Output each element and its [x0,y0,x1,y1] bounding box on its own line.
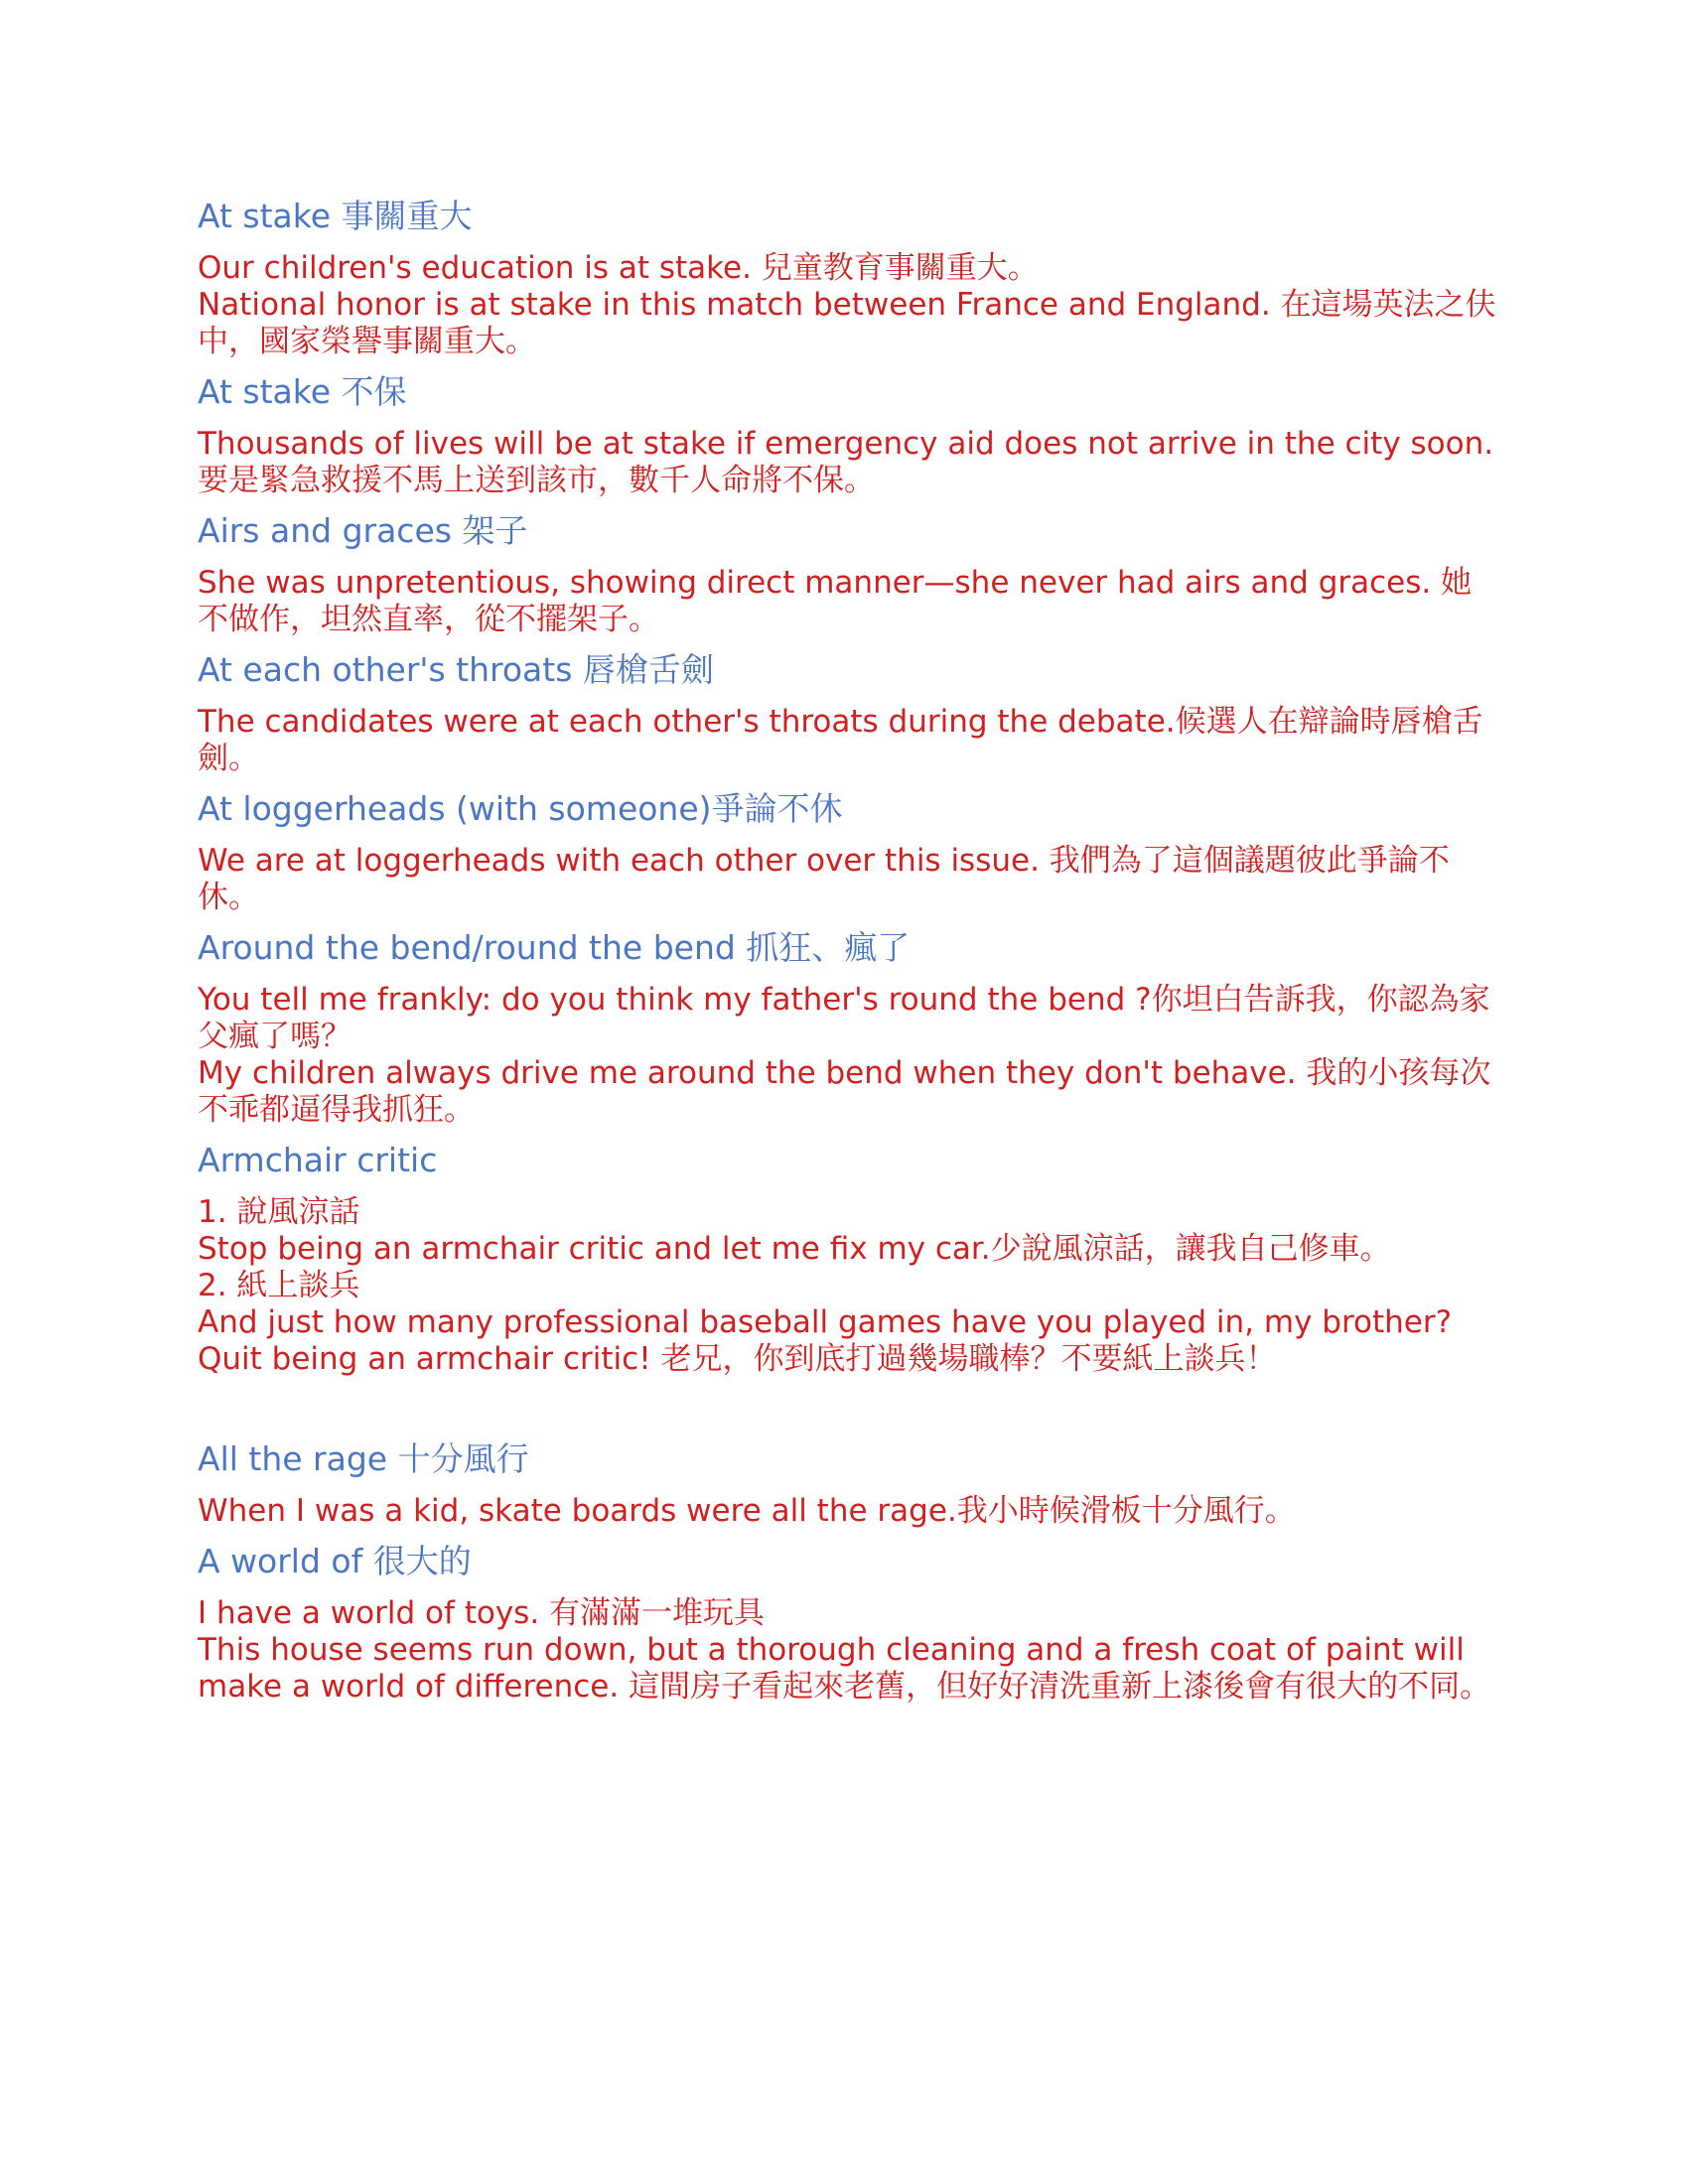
entry-example: You tell me frankly: do you think my father's round the bend ?你坦白告訴我，你認為家父瘋了嗎？ [198,982,1490,1054]
entry-example: We are at loggerheads with each other over this issue. 我們為了這個議題彼此爭論不休。 [198,843,1450,915]
entry-example: Thousands of lives will be at stake if emergency aid does not arrive in the city soon. 要是緊急救援不馬上送到該市，數千人命將不保。 [198,426,1494,498]
entry-heading: Armchair critic [198,1141,438,1179]
entry-example: I have a world of toys. 有滿滿一堆玩具 [198,1595,766,1631]
entry-airs-and-graces [198,511,1498,638]
entry-example: Stop being an armchair critic and let me fix my car.少說風涼話，讓我自己修車。 [198,1231,1391,1267]
entry-at-stake-2 [198,372,1498,499]
entry-armchair-critic [198,1141,1498,1378]
entry-heading: Airs and graces 架子 [198,511,528,550]
entry-example: When I was a kid, skate boards were all the rage.我小時候滑板十分風行。 [198,1493,1296,1529]
entry-heading: All the rage 十分風行 [198,1439,529,1478]
entry-example: 1. 說風涼話 [198,1194,360,1230]
document-page [198,197,1498,1706]
entry-example: 2. 紙上談兵 [198,1268,360,1303]
entry-at-loggerheads [198,789,1498,916]
entry-example: Our children's education is at stake. 兒童教育事關重大。 [198,250,1039,286]
entry-heading: At stake 不保 [198,372,407,411]
entry-around-the-bend [198,928,1498,1129]
entry-example: The candidates were at each other's throats during the debate.候選人在辯論時唇槍舌劍。 [198,704,1483,776]
entry-heading: A world of 很大的 [198,1542,472,1580]
entry-at-stake-1 [198,197,1498,360]
entry-example: My children always drive me around the bend when they don't behave. 我的小孩每次不乖都逼得我抓狂。 [198,1055,1491,1128]
entry-example: She was unpretentious, showing direct manner—she never had airs and graces. 她不做作，坦然直率，從不擺架子。 [198,565,1473,637]
entry-example: And just how many professional baseball games have you played in, my brother? Quit being an armchair critic! 老兄，你到底打過幾場職棒？不要紙上談兵！ [198,1304,1453,1377]
entry-example: This house seems run down, but a thorough cleaning and a fresh coat of paint will make a world of difference. 這間房子看起來老舊，但好好清洗重新上漆後會有很大的不同。 [198,1632,1491,1705]
entry-heading: At each other's throats 唇槍舌劍 [198,650,714,689]
entry-example: National honor is at stake in this match between France and England. 在這場英法之伕中，國家榮譽事關重大。 [198,287,1496,359]
entry-at-each-others-throats [198,650,1498,777]
entry-heading: Around the bend/round the bend 抓狂、瘋了 [198,928,911,967]
entry-a-world-of [198,1542,1498,1706]
entry-heading: At stake 事關重大 [198,197,473,235]
entry-all-the-rage [198,1439,1498,1530]
entry-heading: At loggerheads (with someone)爭論不休 [198,789,843,828]
